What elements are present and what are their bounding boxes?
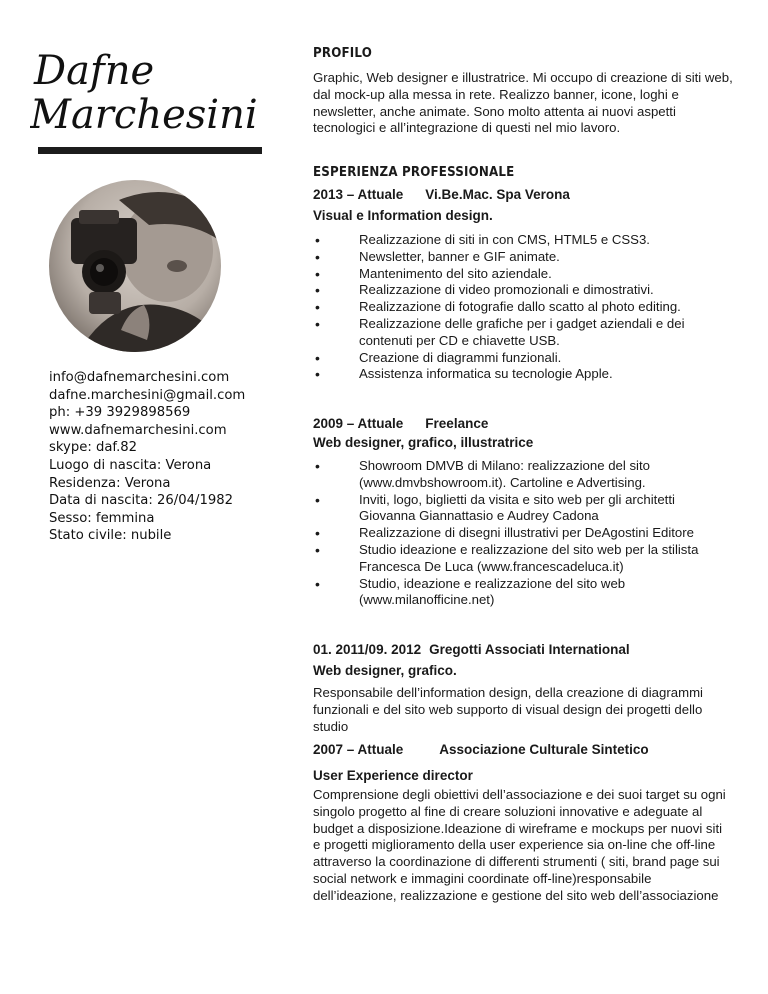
list-item: • Inviti, logo, biglietti da visita e sito web per gli architetti Giovanna Giannattasio e Audrey Cadona — [313, 492, 733, 526]
contact-website: www.dafnemarchesini.com — [49, 422, 227, 438]
list-item: • Studio ideazione e realizzazione del sito web per la stilista Francesca De Luca (www.francescadeluca.it) — [313, 542, 733, 576]
contact-phone: ph: +39 3929898569 — [49, 405, 191, 421]
contact-birthplace: Luogo di nascita: Verona — [49, 457, 212, 473]
job-role: Visual e Information design. — [313, 208, 493, 223]
profile-photo — [49, 180, 221, 352]
job-bullet-list — [313, 232, 733, 383]
contact-birthdate: Data di nascita: 26/04/1982 — [49, 493, 234, 509]
list-item: • Realizzazione di fotografie dallo scatto al photo editing. — [313, 299, 733, 316]
list-item: • Creazione di diagrammi funzionali. — [313, 350, 733, 367]
list-item: • Assistenza informatica su tecnologie Apple. — [313, 366, 733, 383]
contact-skype: skype: daf.82 — [49, 440, 138, 456]
profile-heading: PROFILO — [313, 45, 372, 61]
list-item: • Showroom DMVB di Milano: realizzazione del sito (www.dmvbshowroom.it). Cartoline e Advertising. — [313, 458, 733, 492]
job-company: Associazione Culturale Sintetico — [439, 742, 649, 757]
job-description: Responsabile dell’information design, della creazione di diagrammi funzionali e del sito web supporto di visual design dei progetti dello studio — [313, 685, 703, 734]
job-role: User Experience director — [313, 768, 473, 783]
job-description: Comprensione degli obiettivi dell’associazione e dei suoi target su ogni singolo progetto al fine di creare soluzioni innovative e adeguate al budget a disposizione.Ideazione di wireframe e mockups per nuovi siti e progetti miglioramento della user experience sia on-line che off-line attraverso la coordinazione di differenti strumenti ( siti, brand page sui social network e immagini coordinate off-line)responsabile dell’ideazione, realizzazione e gestione del sito web dell’associazione — [313, 787, 726, 903]
job-header — [313, 416, 733, 431]
contact-email-alt: dafne.marchesini@gmail.com — [49, 387, 246, 403]
job-company: Gregotti Associati International — [429, 642, 630, 657]
experience-heading: ESPERIENZA PROFESSIONALE — [313, 164, 515, 180]
list-item: • Realizzazione di disegni illustrativi per DeAgostini Editore — [313, 525, 733, 542]
list-item: • Realizzazione delle grafiche per i gadget aziendali e dei contenuti per CD e chiavette USB. — [313, 316, 733, 350]
contact-civil-status: Stato civile: nubile — [49, 528, 172, 544]
signature-logo — [30, 44, 270, 136]
list-item: • Mantenimento del sito aziendale. — [313, 266, 733, 283]
job-role: Web designer, grafico, illustratrice — [313, 435, 534, 450]
job-bullet-list — [313, 458, 733, 609]
job-company: Vi.Be.Mac. Spa Verona — [425, 187, 570, 202]
list-item: • Realizzazione di video promozionali e dimostrativi. — [313, 282, 733, 299]
job-period: 2013 – Attuale — [313, 187, 404, 202]
contact-sex: Sesso: femmina — [49, 510, 155, 526]
contact-info — [49, 369, 279, 545]
logo-first-name: Dafne — [34, 48, 155, 94]
job-header — [313, 642, 733, 657]
job-header — [313, 742, 733, 757]
list-item: • Newsletter, banner e GIF animate. — [313, 249, 733, 266]
profile-text: Graphic, Web designer e illustratrice. Mi occupo di creazione di siti web, dal mock-up alla messa in rete. Realizzo banner, icone, loghi e newsletter, anche animate. Sono molto attenta ai nuovi aspetti tecnologici e all’integrazione di questi nel mio lavoro. — [313, 70, 733, 136]
logo-last-name: Marchesini — [30, 92, 258, 136]
contact-residence: Residenza: Verona — [49, 475, 171, 491]
divider-bar — [38, 147, 262, 154]
list-item: • Realizzazione di siti in con CMS, HTML5 e CSS3. — [313, 232, 733, 249]
job-header — [313, 187, 733, 202]
job-period: 2007 – Attuale — [313, 742, 404, 757]
job-role: Web designer, grafico. — [313, 663, 457, 678]
job-period: 01. 2011/09. 2012 — [313, 642, 422, 657]
list-item: • Studio, ideazione e realizzazione del sito web (www.milanofficine.net) — [313, 576, 733, 610]
job-period: 2009 – Attuale — [313, 416, 404, 431]
job-company: Freelance — [425, 416, 489, 431]
contact-email: info@dafnemarchesini.com — [49, 370, 230, 385]
